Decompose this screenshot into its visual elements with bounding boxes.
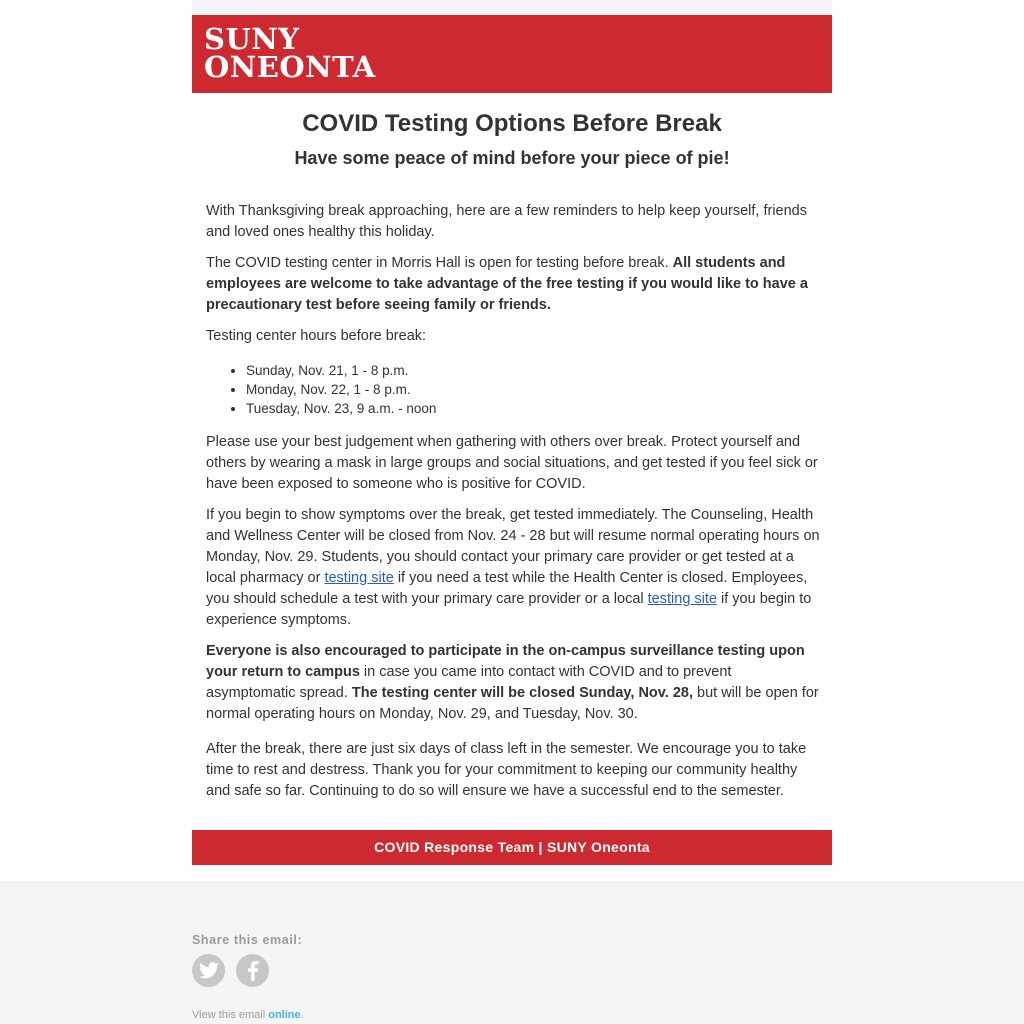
share-section (0, 881, 1024, 1024)
closing-paragraph: After the break, there are just six days of class left in the semester. We encourage you to take time to rest and destress. Thank you for your commitment to keeping our community healthy and safe so far. Continuing to do so will ensure we have a successful end to the semester. (206, 741, 807, 799)
surveillance-paragraph (206, 641, 820, 725)
symptoms-paragraph (206, 505, 820, 631)
view-online-link[interactable]: online (268, 1009, 301, 1021)
logo-line-1: SUNY (204, 22, 300, 56)
list-item: • Tuesday, Nov. 23, 9 a.m. - noon (246, 399, 820, 418)
facebook-icon (247, 961, 259, 981)
logo-line-2: ONEONTA (204, 50, 376, 84)
testing-site-link[interactable]: testing site (324, 570, 394, 586)
testing-center-text: The COVID testing center in Morris Hall is open for testing before break. (206, 255, 673, 271)
suny-oneonta-logo[interactable] (204, 22, 376, 84)
symptoms-text-c: if you begin to experience symptoms. (206, 591, 812, 628)
surveillance-bold-1: Everyone is also encouraged to participate in the on-campus surveillance testing upon your return to campus (206, 643, 805, 680)
testing-site-link[interactable]: testing site (647, 591, 717, 607)
view-prefix: View this email (192, 1009, 269, 1021)
list-item: • Monday, Nov. 22, 1 - 8 p.m. (246, 380, 820, 399)
facebook-share-button[interactable] (236, 954, 269, 987)
judgement-paragraph: Please use your best judgement when gathering with others over break. Protect yourself and others by wearing a mask in large groups and social situations, and get tested if you feel sick or have been exposed to someone who is positive for COVID. (206, 434, 818, 492)
list-item: • Sunday, Nov. 21, 1 - 8 p.m. (246, 361, 820, 380)
email-body (206, 201, 820, 812)
twitter-icon (199, 962, 219, 979)
email-title: COVID Testing Options Before Break (302, 110, 722, 137)
view-online-line (192, 1009, 304, 1021)
footer-pad (192, 865, 832, 881)
surveillance-bold-2: The testing center will be closed Sunday, Nov. 28, (351, 685, 693, 701)
signature-bar: COVID Response Team | SUNY Oneonta (192, 830, 832, 865)
surveillance-text-1: in case you came into contact with COVID and to prevent asymptomatic spread. (206, 664, 732, 701)
testing-center-bold: All students and employees are welcome to take advantage of the free testing if you would like to have a precautionary test before seeing family or friends. (206, 255, 808, 313)
surveillance-text-2: but will be open for normal operating hours on Monday, Nov. 29, and Tuesday, Nov. 30. (206, 685, 819, 722)
email-header (192, 15, 832, 93)
intro-paragraph: With Thanksgiving break approaching, here are a few reminders to help keep yourself, friends and loved ones healthy this holiday. (206, 203, 807, 240)
symptoms-text-b: if you need a test while the Health Center is closed. Employees, you should schedule a test with your primary care provider or a local (206, 570, 808, 607)
testing-center-paragraph (206, 253, 820, 316)
view-suffix: . (300, 1009, 304, 1021)
top-strip (192, 0, 832, 15)
twitter-share-button[interactable] (192, 954, 225, 987)
hours-heading: Testing center hours before break: (206, 328, 427, 344)
share-label: Share this email: (192, 933, 303, 947)
hours-list (206, 361, 820, 418)
symptoms-text-a: If you begin to show symptoms over the break, get tested immediately. The Counseling, Health and Wellness Center will be closed from Nov. 24 - 28 but will resume normal operating hours on Monday, Nov. 29. Students, you should contact your primary care provider or get tested at a local pharmacy or (206, 507, 820, 586)
email-subtitle: Have some peace of mind before your piece of pie! (294, 148, 730, 168)
